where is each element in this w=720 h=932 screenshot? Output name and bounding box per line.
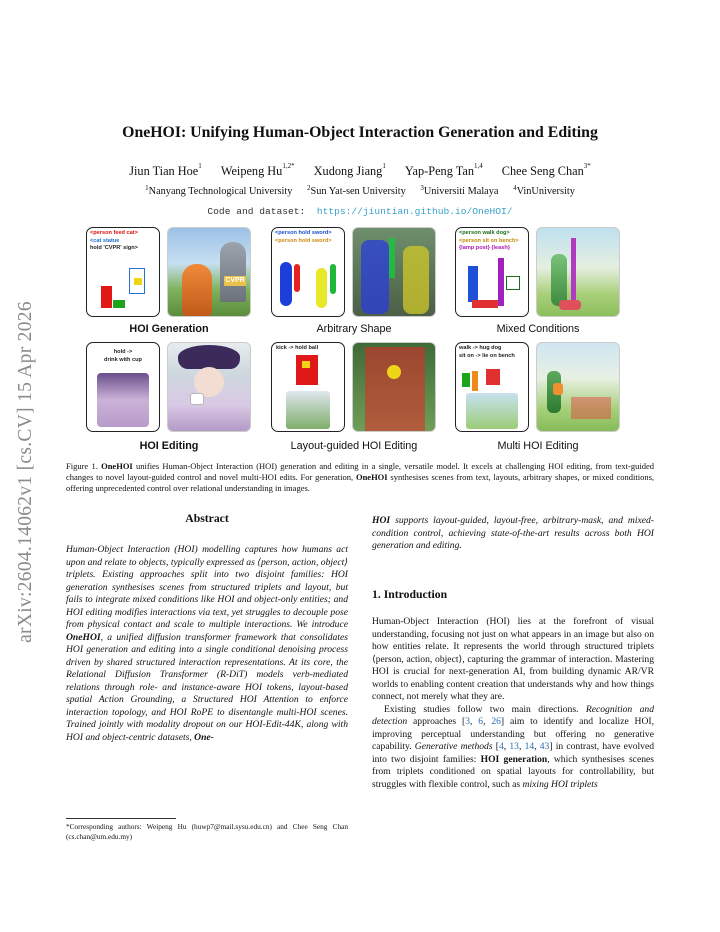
layout-box-person: [101, 286, 112, 308]
panel-multi-hoi-input: [455, 342, 529, 432]
sword-overlay: [389, 238, 395, 278]
prompt-text: <person walk dog> <person sit on bench> {lamp post} {leash}: [459, 230, 519, 251]
layout-box-cat: [113, 300, 125, 308]
witch-hat: [178, 345, 240, 369]
photo-hoi-generation: [167, 227, 251, 317]
caption-hoi-editing: HOI Editing: [139, 440, 199, 452]
citation-link[interactable]: 14: [524, 741, 535, 752]
prompt-text: hold -> drink with cup: [104, 349, 142, 363]
citation-link[interactable]: 43: [539, 741, 550, 752]
layout-box-person: [296, 355, 318, 385]
mask-shape: [294, 264, 300, 292]
mask-shape: [330, 264, 336, 294]
sign-figure: CVPR: [225, 277, 245, 284]
layout-box-bench: [506, 276, 520, 290]
photo-multi-hoi: [536, 342, 620, 432]
layout-box-bench: [486, 369, 500, 385]
girl-figure: [182, 264, 212, 316]
layout-box-dog: [472, 371, 478, 391]
caption-arbitrary-shape: Arbitrary Shape: [316, 323, 392, 335]
ball-figure: [387, 365, 401, 379]
lamp-figure: [571, 238, 576, 304]
person-overlay: [403, 246, 429, 314]
layout-box-ball: [302, 361, 310, 368]
footnote-rule: [66, 818, 176, 819]
author: Xudong Jiang$^1$: [313, 162, 386, 178]
person-figure: [551, 254, 567, 306]
layout-box-person: [462, 373, 470, 387]
prompt-text: kick -> hold ball: [276, 345, 319, 351]
statue-figure: [220, 242, 246, 302]
abstract-heading: Abstract: [185, 512, 229, 525]
layout-box-sign: [134, 278, 142, 285]
intro-paragraph: Human-Object Interaction (HOI) lies at the forefront of visual understanding, focusing not just on what appears in an image but also on how entities relate. It represents the world through structured triplets ⟨person, action, object⟩, capturing the grammar of interaction. Mastering HOI is crucial for next-generation AI, from building dynamic AR/VR worlds to enabling content creation that understands why and how things connect, not merely what they are.: [372, 616, 654, 702]
photo-hoi-editing: [167, 342, 251, 432]
caption-multi-hoi: Multi HOI Editing: [497, 440, 579, 452]
panel-hoi-editing-input: [86, 342, 160, 432]
layout-box-person: [468, 266, 478, 302]
photo-mixed-conditions: [536, 227, 620, 317]
footnote: *Corresponding authors: Weipeng Hu (huwp7@mail.sysu.edu.cn) and Chee Seng Chan (cs.chan@um.edu.my): [66, 822, 348, 841]
abstract-text: Human-Object Interaction (HOI) modelling captures how humans act upon and relate to objects, typically expressed as ⟨person, action, object⟩ triplets. Existing approaches split into two disjoint families: HOI generation synthesises scenes from structured triplets and layout, but fails to integrate mixed conditions like HOI and object-only entities; and HOI editing modifies interactions via text, yet struggles to decouple pose from physical contact and scale to multiple interactions. We introduce OneHOI, a unified diffusion transformer framework that consolidates HOI generation and editing into a single conditional denoising process driven by shared structured interaction representations. At its core, the Relational Diffusion Transformer (R-DiT) models verb-mediated relations through role- and instance-aware HOI tokens, layout-based spatial Action Grounding, a Structured HOI Attention to enforce interaction topology, and HOI RoPE to disentangle multi-HOI scenes. Trained jointly with modality dropout on our HOI-Edit-44K, along with HOI and object-centric datasets, One-: [66, 544, 348, 743]
introduction-text: [372, 616, 654, 791]
citation-link[interactable]: 6: [478, 716, 484, 727]
code-line: Code and dataset: https://jiuntian.github.io/OneHOI/: [207, 206, 513, 217]
mask-shape: [316, 268, 327, 308]
affiliation: $^1$Nanyang Technological University: [145, 184, 293, 197]
author: Weipeng $Hu^{1,2*}$: [220, 162, 295, 178]
person-overlay: [361, 240, 389, 314]
mask-shape: [280, 262, 292, 306]
paper-title: OneHOI: Unifying Human-Object Interaction Generation and Editing: [122, 124, 598, 141]
intro-paragraph: Existing studies follow two main directions. Recognition and detection approaches [3, 6, 26] aim to identify and localize HOI, improving perceptual understanding but offering no generative capability. Generative methods [4, 13, 14, 43] in contrast, have evolved into two disjoint families: HOI generation, which synthesises scenes from triplets conditioned on spatial layouts for controllability, but struggles with flexible control, such as mixing HOI triplets: [372, 703, 655, 790]
affiliation: $^3$Universiti Malaya: [420, 184, 499, 197]
panel-arbitrary-shape-layout: [271, 227, 345, 317]
arxiv-stamp: arXiv:2604.14062v1 [cs.CV] 15 Apr 2026: [15, 301, 36, 643]
panel-hoi-generation-layout: [86, 227, 160, 317]
dog-figure: [553, 383, 563, 395]
citation-link[interactable]: 3: [465, 716, 471, 727]
input-photo: [286, 391, 330, 429]
author: Jiun Tian Hoe$^1$: [129, 162, 202, 178]
affiliation: $^2$Sun Yat-sen University: [307, 184, 406, 197]
abstract-continued: HOI supports layout-guided, layout-free, arbitrary-mask, and mixed-condition control, achieving state-of-the-art results across both HOI generation and editing.: [372, 515, 654, 551]
person-overlay: [365, 347, 425, 431]
prompt-text: <person hold sword> <person hold sword>: [275, 230, 332, 244]
author: Chee Seng Chan$^{3*}$: [501, 162, 591, 178]
caption-hoi-generation: HOI Generation: [129, 323, 209, 335]
photo-arbitrary-shape: [352, 227, 436, 317]
author: Yap-Peng Tan$^{1,4}$: [404, 162, 483, 178]
panel-mixed-conditions-layout: [455, 227, 529, 317]
affiliations-line: [0, 186, 720, 197]
citation-link[interactable]: 13: [509, 741, 519, 752]
citation-link[interactable]: 4: [498, 741, 504, 752]
dog-figure: [559, 300, 581, 310]
panel-layout-guided-input: [271, 342, 345, 432]
prompt-text: walk -> hug dog sit on -> lie on bench: [459, 345, 515, 359]
citation-link[interactable]: 26: [491, 716, 501, 727]
affiliation: $^4$VinUniversity: [513, 184, 575, 197]
introduction-heading: 1. Introduction: [372, 588, 448, 601]
input-photo: [97, 373, 149, 427]
bench-overlay: [571, 397, 611, 419]
caption-mixed-conditions: Mixed Conditions: [496, 323, 580, 335]
caption-layout-guided: Layout-guided HOI Editing: [290, 440, 418, 452]
photo-layout-guided: [352, 342, 436, 432]
layout-box-dog: [472, 300, 498, 308]
code-link[interactable]: https://jiuntian.github.io/OneHOI/: [316, 206, 513, 217]
authors-line: [0, 164, 720, 179]
figure-caption: Figure 1. OneHOI unifies Human-Object Interaction (HOI) generation and editing in a single, versatile model. It excels at challenging HOI editing, from text-guided changes to novel layout-guided control and novel multi-HOI edits. For generation, OneHOI synthesises scenes from text, layouts, arbitrary shapes, or mixed conditions, offering unprecedented control over relational understanding in images.: [66, 461, 655, 493]
cup: [190, 393, 204, 405]
layout-box-lamp: [498, 258, 504, 306]
input-photo: [466, 393, 518, 429]
prompt-text: <person feed cat> <cat statue hold 'CVPR' sign>: [90, 230, 138, 251]
